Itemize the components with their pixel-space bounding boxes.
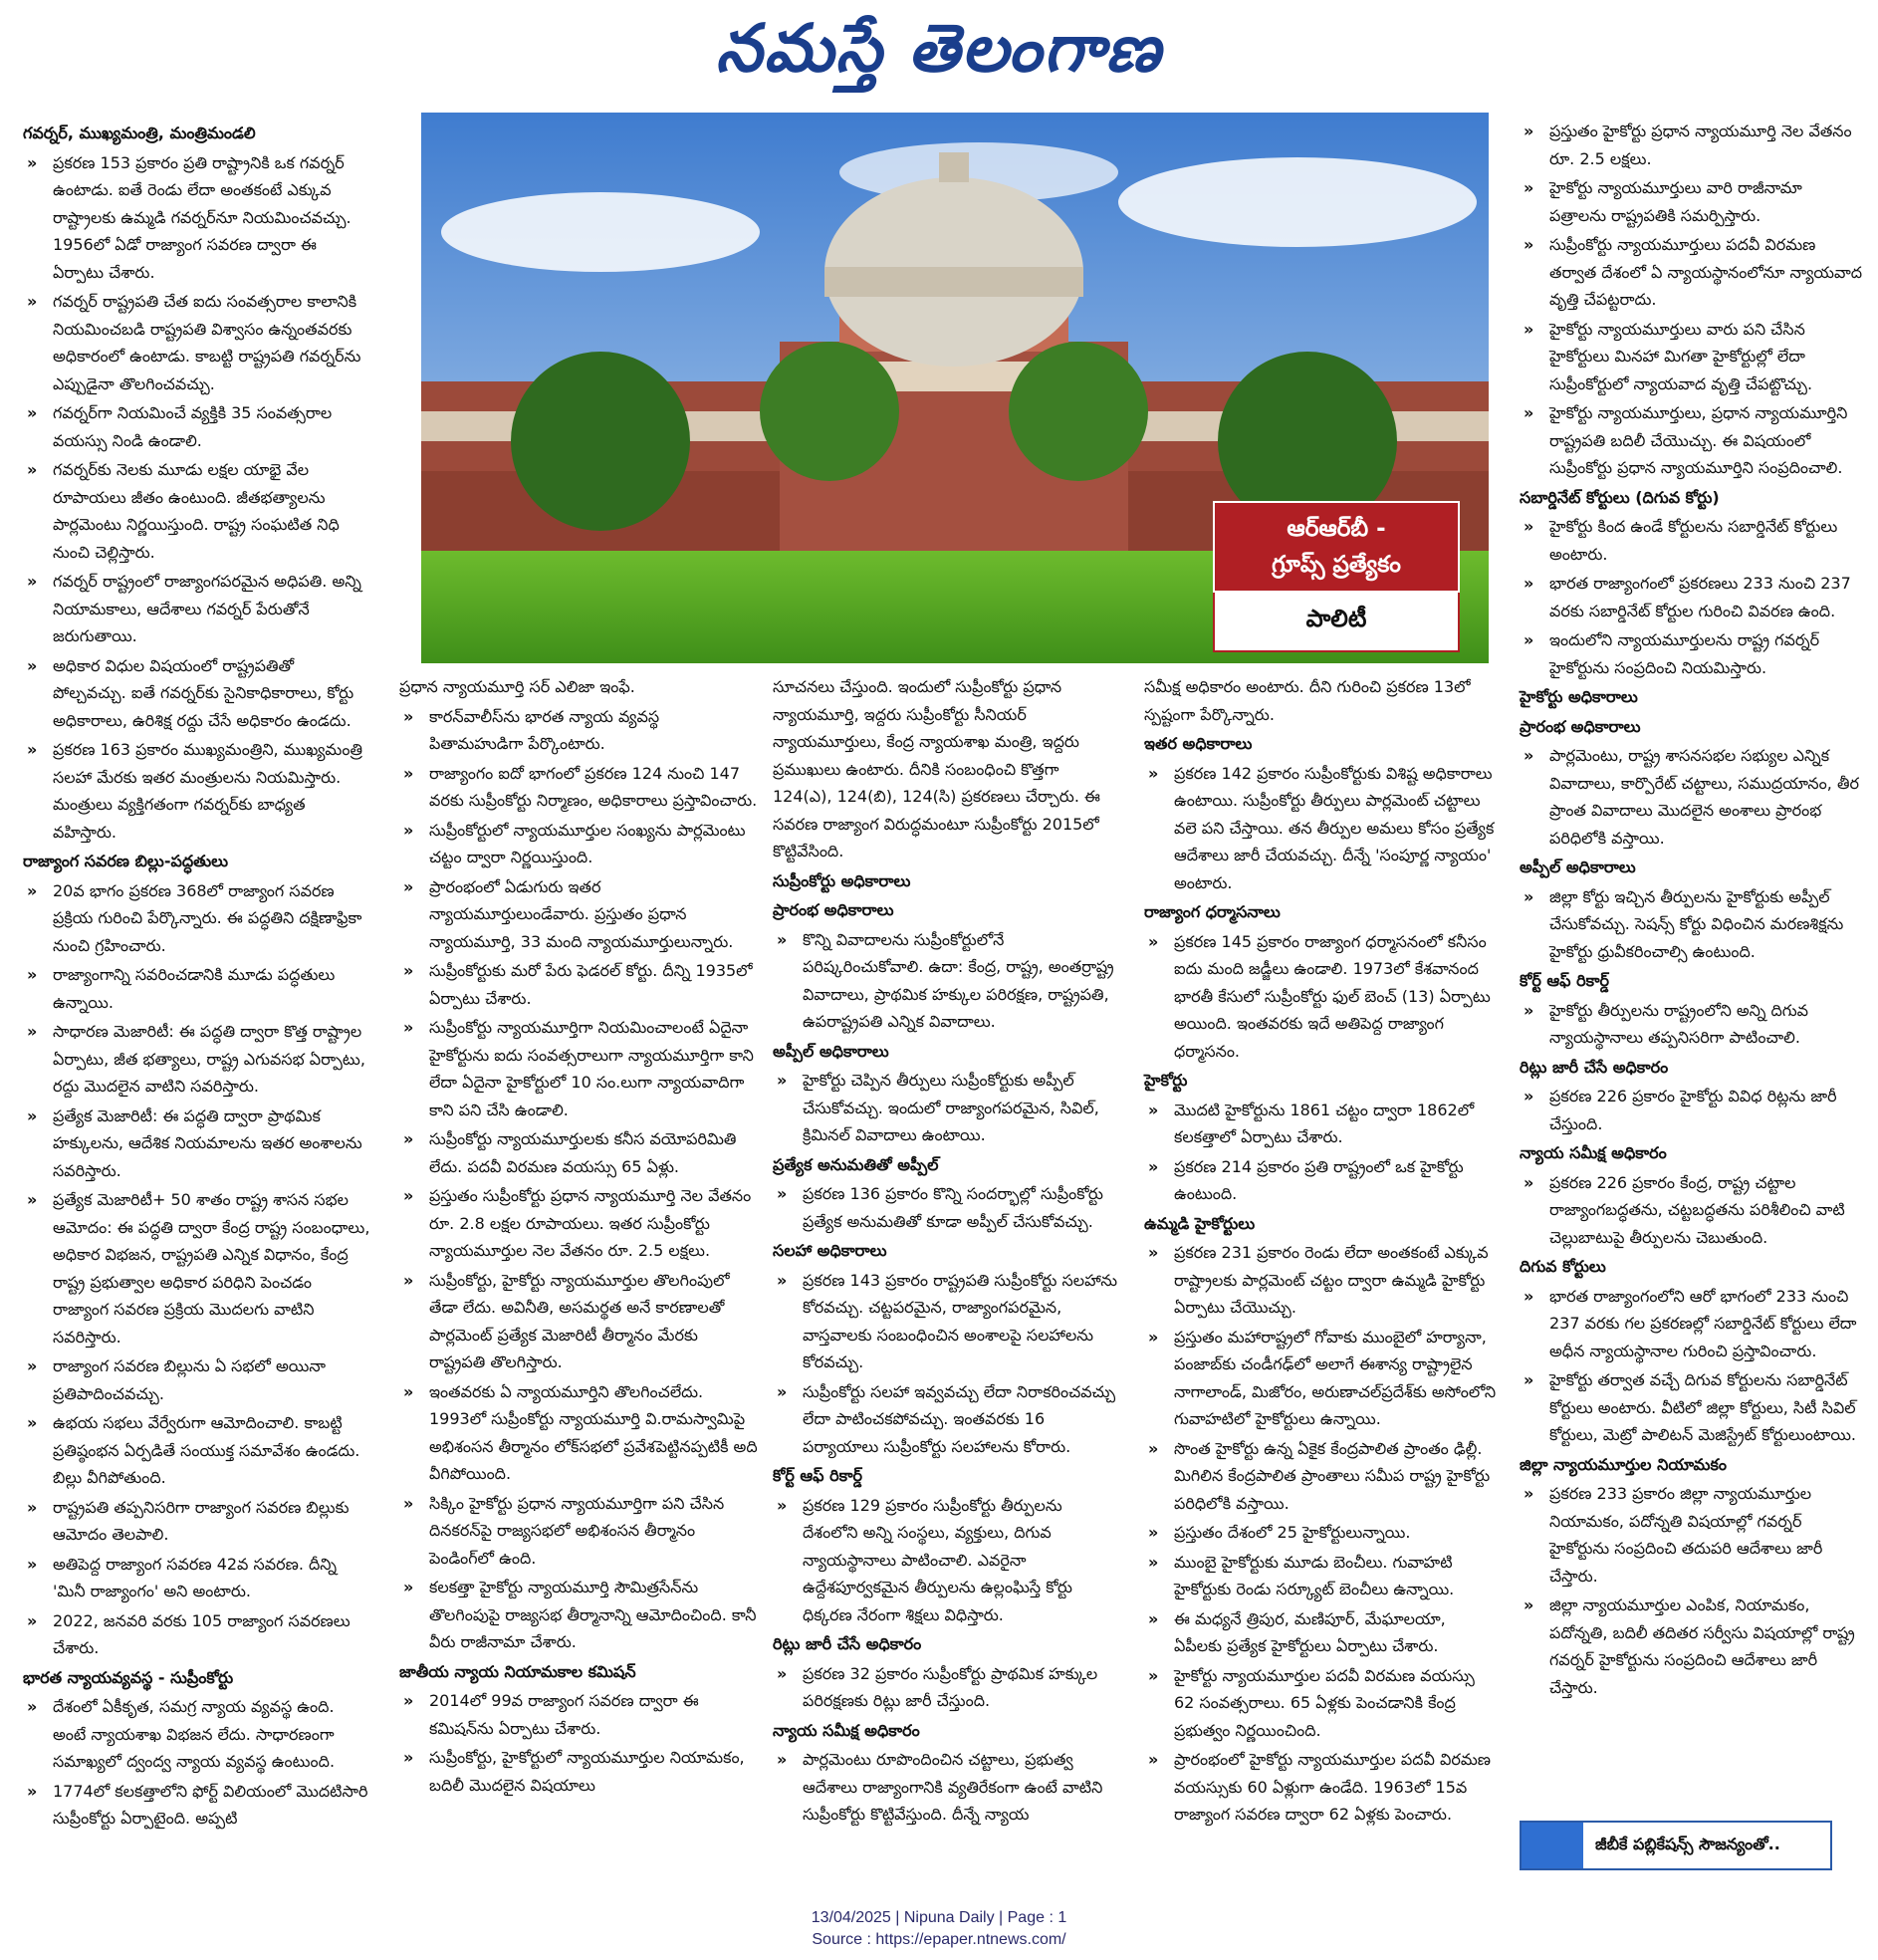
tag-line-1: ఆర్‌ఆర్‌బీ - bbox=[1287, 516, 1386, 542]
bullet-paragraph: » సాధారణ మెజారిటీ: ఈ పద్ధతి ద్వారా కొత్త రాష్ట్రాల ఏర్పాటు, జీత భత్యాలు, రాష్ట్ర ఎగువసభ ఏర్పాటు, రద్దు మొదలైన వాటిని సవరిస్తారు. bbox=[23, 1018, 371, 1101]
bullet-paragraph: » ఉభయ సభలు వేర్వేరుగా ఆమోదించాలి. కాబట్టి ప్రతిష్ఠంభన ఏర్పడితే సంయుక్త సమావేశం ఉండదు. బిల్లు వీగిపోతుంది. bbox=[23, 1409, 371, 1492]
bullet-paragraph: » జిల్లా కోర్టు ఇచ్చిన తీర్పులను హైకోర్టుకు అప్పీల్ చేసుకోవచ్చు. సెషన్స్ కోర్టు విధించిన మరణశిక్షను హైకోర్టు ధ్రువీకరించాల్సి ఉంటుంది. bbox=[1520, 883, 1863, 966]
section-tag bbox=[1213, 501, 1460, 652]
masthead-logo: నమస్తే తెలంగాణ bbox=[715, 10, 1163, 87]
footer-source-line: Source : https://epaper.ntnews.com/ bbox=[812, 1931, 1066, 1948]
bullet-paragraph: » హైకోర్టు న్యాయమూర్తులు వారు పని చేసిన హైకోర్టులు మినహా మిగతా హైకోర్టుల్లో లేదా సుప్రీంకోర్టులో న్యాయవాద వృత్తి చేపట్టొచ్చు. bbox=[1520, 316, 1863, 398]
bullet-paragraph: » భారత రాజ్యాంగంలోని ఆరో భాగంలో 233 నుంచి 237 వరకు గల ప్రకరణల్లో సబార్డినేట్ కోర్టులు లేదా అధీన న్యాయస్థానాల గురించి ప్రస్తావించారు. bbox=[1520, 1283, 1863, 1365]
bullet-paragraph: » గవర్నర్ రాష్ట్రంలో రాజ్యాంగపరమైన అధిపతి. అన్ని నియామకాలు, ఆదేశాలు గవర్నర్ పేరుతోనే జరుగుతాయి. bbox=[23, 568, 371, 650]
column-4 bbox=[1144, 673, 1498, 1831]
bullet-paragraph: » భారత రాజ్యాంగంలో ప్రకరణలు 233 నుంచి 237 వరకు సబార్డినేట్ కోర్టుల గురించి వివరణ ఉంది. bbox=[1520, 570, 1863, 624]
bullet-paragraph: » ప్రస్తుతం దేశంలో 25 హైకోర్టులున్నాయి. bbox=[1144, 1519, 1498, 1547]
section-heading: ప్రత్యేక అనుమతితో అప్పీల్ bbox=[773, 1154, 939, 1174]
bullet-paragraph: » సుప్రీంకోర్టులో న్యాయమూర్తుల సంఖ్యను పార్లమెంటు చట్టం ద్వారా నిర్ణయిస్తుంది. bbox=[399, 817, 758, 871]
bullet-paragraph: » సిక్కిం హైకోర్టు ప్రధాన న్యాయమూర్తిగా పని చేసిన దినకరన్‌పై రాజ్యసభలో అభిశంసన తీర్మానం పెండింగ్‌లో ఉంది. bbox=[399, 1490, 758, 1573]
bullet-paragraph: » 2022, జనవరి వరకు 105 రాజ్యాంగ సవరణలు చేశారు. bbox=[23, 1607, 371, 1662]
bullet-paragraph: » ప్రకరణ 142 ప్రకారం సుప్రీంకోర్టుకు విశిష్ట అధికారాలు ఉంటాయి. సుప్రీంకోర్టు తీర్పులు పార్లమెంట్ చట్టాలు వలె పని చేస్తాయి. తన తీర్పుల అమలు కోసం ప్రత్యేక ఆదేశాలు జారీ చేయవచ్చు. దీన్నే 'సంపూర్ణ న్యాయం' అంటారు. bbox=[1144, 760, 1498, 897]
bullet-paragraph: » జిల్లా న్యాయమూర్తుల ఎంపిక, నియామకం, పదోన్నతి, బదిలీ తదితర సర్వీసు విషయాల్లో రాష్ట్ర గవర్నర్ హైకోర్టును సంప్రదించి ఆదేశాలు జారీ చేస్తారు. bbox=[1520, 1592, 1863, 1701]
bullet-paragraph: » పార్లమెంటు, రాష్ట్ర శాసనసభల సభ్యుల ఎన్నిక వివాదాలు, కార్పొరేట్ చట్టాలు, సముద్రయానం, తీర ప్రాంత వివాదాలు మొదలైన అంశాలు ప్రారంభ పరిధిలోకి వస్తాయి. bbox=[1520, 742, 1863, 852]
bullet-paragraph: » సుప్రీంకోర్టు న్యాయమూర్తులకు కనీస వయోపరిమితి లేదు. పదవీ విరమణ వయస్సు 65 ఏళ్లు. bbox=[399, 1125, 758, 1180]
bullet-paragraph: » సుప్రీంకోర్టు సలహా ఇవ్వవచ్చు లేదా నిరాకరించవచ్చు లేదా పాటించకపోవచ్చు. ఇంతవరకు 16 పర్యాయాలు సుప్రీంకోర్టు సలహాలను కోరారు. bbox=[773, 1378, 1121, 1461]
column-5 bbox=[1520, 118, 1863, 1703]
tag-title bbox=[1213, 501, 1460, 593]
bullet-paragraph: » ఇంతవరకు ఏ న్యాయమూర్తిని తొలగించలేదు. 1993లో సుప్రీంకోర్టు న్యాయమూర్తి వి.రామస్వామిపై అభిశంసన తీర్మానం లోక్‌సభలో ప్రవేశపెట్టినప్పటికీ అది వీగిపోయింది. bbox=[399, 1378, 758, 1488]
bullet-paragraph: » ప్రకరణ 145 ప్రకారం రాజ్యాంగ ధర్మాసనంలో కనీసం ఐదు మంది జడ్జీలు ఉండాలి. 1973లో కేశవానంద భారతీ కేసులో సుప్రీంకోర్టు ఫుల్ బెంచ్ (13) ఏర్పాటు అయింది. ఇంతవరకు ఇదే అతిపెద్ద రాజ్యాంగ ధర్మాసనం. bbox=[1144, 928, 1498, 1066]
section-heading: హైకోర్టు bbox=[1144, 1071, 1188, 1090]
bullet-paragraph: » అధికార విధుల విషయంలో రాష్ట్రపతితో పోల్చవచ్చు. ఐతే గవర్నర్‌కు సైనికాధికారాలు, కోర్టు అధికారాలు, ఉరిశిక్ష రద్దు చేసే అధికారం ఉండదు. bbox=[23, 652, 371, 735]
bullet-paragraph: » ప్రస్తుతం హైకోర్టు ప్రధాన న్యాయమూర్తి నెల వేతనం రూ. 2.5 లక్షలు. bbox=[1520, 118, 1863, 172]
section-heading: రిట్లు జారీ చేసే అధికారం bbox=[773, 1634, 922, 1653]
bullet-paragraph: » సుప్రీంకోర్టు, హైకోర్టు న్యాయమూర్తుల తొలగింపులో తేడా లేదు. అవినీతి, అసమర్థత అనే కారణాలతో పార్లమెంట్ ప్రత్యేక మెజారిటీ తీర్మానం మేరకు రాష్ట్రపతి తొలగిస్తారు. bbox=[399, 1267, 758, 1376]
section-heading: జాతీయ న్యాయ నియామకాల కమిషన్ bbox=[399, 1661, 636, 1681]
bullet-paragraph: » గవర్నర్‌కు నెలకు మూడు లక్షల యాభై వేల రూపాయలు జీతం ఉంటుంది. జీతభత్యాలను పార్లమెంటు నిర్ణయిస్తుంది. రాష్ట్ర సంఘటిత నిధి నుంచి చెల్లిస్తారు. bbox=[23, 456, 371, 566]
section-heading: సబార్డినేట్ కోర్టులు (దిగువ కోర్టు) bbox=[1520, 487, 1720, 507]
bullet-paragraph: » సుప్రీంకోర్టు న్యాయమూర్తిగా నియమించాలంటే ఏదైనా హైకోర్టును ఐదు సంవత్సరాలుగా న్యాయమూర్తిగా కాని లేదా ఏదైనా హైకోర్టులో 10 సం.లుగా న్యాయవాదిగా కాని పని చేసి ఉండాలి. bbox=[399, 1014, 758, 1123]
paragraph: సూచనలు చేస్తుంది. ఇందులో సుప్రీంకోర్టు ప్రధాన న్యాయమూర్తి, ఇద్దరు సుప్రీంకోర్టు సీనియర్ న్యాయమూర్తులు, కేంద్ర న్యాయశాఖ మంత్రి, ఇద్దరు ప్రముఖులు ఉంటారు. దీనికి సంబంధించి కొత్తగా 124(ఎ), 124(బి), 124(సి) ప్రకరణలు చేర్చారు. ఈ సవరణ రాజ్యాంగ విరుద్ధమంటూ సుప్రీంకోర్టు 2015లో కొట్టివేసింది. bbox=[773, 677, 1100, 860]
credit-box bbox=[1520, 1821, 1832, 1870]
page-footer bbox=[0, 1907, 1878, 1951]
bullet-paragraph: » ప్రస్తుతం సుప్రీంకోర్టు ప్రధాన న్యాయమూర్తి నెల వేతనం రూ. 2.8 లక్షల రూపాయలు. ఇతర సుప్రీంకోర్టు న్యాయమూర్తుల నెల వేతనం రూ. 2.5 లక్షలు. bbox=[399, 1182, 758, 1265]
bullet-paragraph: » రాజ్యాంగం ఐదో భాగంలో ప్రకరణ 124 నుంచి 147 వరకు సుప్రీంకోర్టు నిర్మాణం, అధికారాలు ప్రస్తావించారు. bbox=[399, 760, 758, 815]
bullet-paragraph: » అతిపెద్ద రాజ్యాంగ సవరణ 42వ సవరణ. దీన్ని 'మినీ రాజ్యాంగం' అని అంటారు. bbox=[23, 1551, 371, 1605]
bullet-paragraph: » ప్రత్యేక మెజారిటీ: ఈ పద్ధతి ద్వారా ప్రాథమిక హక్కులను, ఆదేశిక నియమాలను ఇతర అంశాలను సవరిస్తారు. bbox=[23, 1102, 371, 1185]
bullet-paragraph: » ప్రారంభంలో హైకోర్టు న్యాయమూర్తుల పదవీ విరమణ వయస్సుకు 60 ఏళ్లుగా ఉండేది. 1963లో 15వ రాజ్యాంగ సవరణ ద్వారా 62 ఏళ్లకు పెంచారు. bbox=[1144, 1746, 1498, 1829]
bullet-paragraph: » హైకోర్టు న్యాయమూర్తుల పదవీ విరమణ వయస్సు 62 సంవత్సరాలు. 65 ఏళ్లకు పెంచడానికి కేంద్ర ప్రభుత్వం నిర్ణయించింది. bbox=[1144, 1662, 1498, 1745]
section-heading: కోర్ట్ ఆఫ్ రికార్డ్ bbox=[1520, 971, 1609, 990]
bullet-paragraph: » ప్రకరణ 226 ప్రకారం కేంద్ర, రాష్ట్ర చట్టాల రాజ్యాంగబద్ధతను, చట్టబద్ధతను పరిశీలించి వాటి చెల్లుబాటుపై తీర్పులను చెబుతుంది. bbox=[1520, 1169, 1863, 1252]
bullet-paragraph: » ప్రస్తుతం మహారాష్ట్రలో గోవాకు ముంబైలో హర్యానా, పంజాబ్‌కు చండీగఢ్‌లో అలాగే ఈశాన్య రాష్ట్రాలైన నాగాలాండ్, మిజోరం, అరుణాచల్‌ప్రదేశ్‌కు అసోంలోని గువాహటిలో హైకోర్టులు ఉన్నాయి. bbox=[1144, 1324, 1498, 1433]
bullet-paragraph: » ఈ మధ్యనే త్రిపుర, మణిపూర్, మేఘాలయా, ఏపీలకు ప్రత్యేక హైకోర్టులు ఏర్పాటు చేశారు. bbox=[1144, 1605, 1498, 1660]
bullet-paragraph: » గవర్నర్ రాష్ట్రపతి చేత ఐదు సంవత్సరాల కాలానికి నియమించబడి రాష్ట్రపతి విశ్వాసం ఉన్నంతవరకు అధికారంలో ఉంటాడు. కాబట్టి రాష్ట్రపతి గవర్నర్‌ను ఎప్పుడైనా తొలగించవచ్చు. bbox=[23, 288, 371, 397]
bullet-paragraph: » హైకోర్టు న్యాయమూర్తులు వారి రాజీనామా పత్రాలను రాష్ట్రపతికి సమర్పిస్తారు. bbox=[1520, 174, 1863, 229]
bullet-paragraph: » రాజ్యాంగ సవరణ బిల్లును ఏ సభలో అయినా ప్రతిపాదించవచ్చు. bbox=[23, 1352, 371, 1407]
section-heading: న్యాయ సమీక్ష అధికారం bbox=[1520, 1143, 1667, 1162]
paragraph: సమీక్ష అధికారం అంటారు. దీని గురించి ప్రకరణ 13లో స్పష్టంగా పేర్కొన్నారు. bbox=[1144, 677, 1471, 724]
bullet-paragraph: » పార్లమెంటు రూపొందించిన చట్టాలు, ప్రభుత్వ ఆదేశాలు రాజ్యాంగానికి వ్యతిరేకంగా ఉంటే వాటిని సుప్రీంకోర్టు కొట్టివేస్తుంది. దీన్నే న్యాయ bbox=[773, 1746, 1121, 1829]
bullet-paragraph: » రాష్ట్రపతి తప్పనిసరిగా రాజ్యాంగ సవరణ బిల్లుకు ఆమోదం తెలపాలి. bbox=[23, 1494, 371, 1549]
bullet-paragraph: » 20వ భాగం ప్రకరణ 368లో రాజ్యాంగ సవరణ ప్రక్రియ గురించి పేర్కొన్నారు. ఈ పద్ధతిని దక్షిణాఫ్రికా నుంచి గ్రహించారు. bbox=[23, 877, 371, 960]
tag-subject: పాలిటీ bbox=[1213, 593, 1460, 652]
bullet-paragraph: » సుప్రీంకోర్టు న్యాయమూర్తులు పదవీ విరమణ తర్వాత దేశంలో ఏ న్యాయస్థానంలోనూ న్యాయవాద వృత్తి చేపట్టరాదు. bbox=[1520, 231, 1863, 314]
credit-text: జీబీకే పబ్లికేషన్స్ సౌజన్యంతో.. bbox=[1595, 1834, 1780, 1853]
section-heading: సలహా అధికారాలు bbox=[773, 1241, 887, 1260]
section-heading: రాజ్యాంగ సవరణ బిల్లు-పద్ధతులు bbox=[23, 852, 228, 870]
column-1 bbox=[23, 118, 371, 1835]
section-heading: ప్రారంభ అధికారాలు bbox=[773, 900, 894, 919]
bullet-paragraph: » ప్రకరణ 153 ప్రకారం ప్రతి రాష్ట్రానికి ఒక గవర్నర్ ఉంటాడు. ఐతే రెండు లేదా అంతకంటే ఎక్కువ రాష్ట్రాలకు ఉమ్మడి గవర్నర్‌నూ నియమించవచ్చు. 1956లో ఏడో రాజ్యాంగ సవరణ ద్వారా ఈ ఏర్పాటు చేశారు. bbox=[23, 149, 371, 287]
bullet-paragraph: » ప్రకరణ 32 ప్రకారం సుప్రీంకోర్టు ప్రాథమిక హక్కుల పరిరక్షణకు రిట్లు జారీ చేస్తుంది. bbox=[773, 1660, 1121, 1715]
bullet-paragraph: » కలకత్తా హైకోర్టు న్యాయమూర్తి సౌమిత్రసేన్‌ను తొలగింపుపై రాజ్యసభ తీర్మానాన్ని ఆమోదించింది. కానీ వీరు రాజీనామా చేశారు. bbox=[399, 1574, 758, 1656]
bullet-paragraph: » సుప్రీంకోర్టు, హైకోర్టులో న్యాయమూర్తుల నియామకం, బదిలీ మొదలైన విషయాలు bbox=[399, 1744, 758, 1799]
footer-date-line: 13/04/2025 | Nipuna Daily | Page : 1 bbox=[811, 1909, 1067, 1926]
bullet-paragraph: » సుప్రీంకోర్టుకు మరో పేరు ఫెడరల్ కోర్టు. దీన్ని 1935లో ఏర్పాటు చేశారు. bbox=[399, 957, 758, 1012]
bullet-paragraph: » హైకోర్టు న్యాయమూర్తులు, ప్రధాన న్యాయమూర్తిని రాష్ట్రపతి బదిలీ చేయొచ్చు. ఈ విషయంలో సుప్రీంకోర్టు ప్రధాన న్యాయమూర్తిని సంప్రదించాలి. bbox=[1520, 399, 1863, 482]
section-heading: దిగువ కోర్టులు bbox=[1520, 1257, 1606, 1276]
paragraph: ప్రధాన న్యాయమూర్తి సర్ ఎలిజా ఇంఫే. bbox=[399, 677, 635, 696]
section-heading: రాజ్యాంగ ధర్మాసనాలు bbox=[1144, 902, 1281, 921]
section-heading: కోర్ట్ ఆఫ్ రికార్డ్ bbox=[773, 1466, 862, 1485]
section-heading: గవర్నర్, ముఖ్యమంత్రి, మంత్రిమండలి bbox=[23, 123, 256, 142]
column-3 bbox=[773, 673, 1121, 1831]
bullet-paragraph: » ప్రత్యేక మెజారిటీ+ 50 శాతం రాష్ట్ర శాసన సభల ఆమోదం: ఈ పద్ధతి ద్వారా కేంద్ర రాష్ట్ర సంబంధాలు, అధికార విభజన, రాష్ట్రపతి ఎన్నిక విధానం, కేంద్ర రాష్ట్ర ప్రభుత్వాల అధికార పరిధిని పెంచడం రాజ్యాంగ సవరణ ప్రక్రియ మొదలగు వాటిని సవరిస్తారు. bbox=[23, 1186, 371, 1350]
bullet-paragraph: » హైకోర్టు తీర్పులను రాష్ట్రంలోని అన్ని దిగువ న్యాయస్థానాలు తప్పనిసరిగా పాటించాలి. bbox=[1520, 997, 1863, 1052]
bullet-paragraph: » ప్రకరణ 163 ప్రకారం ముఖ్యమంత్రిని, ముఖ్యమంత్రి సలహా మేరకు ఇతర మంత్రులను నియమిస్తారు. మంత్రులు వ్యక్తిగతంగా గవర్నర్‌కు బాధ్యత వహిస్తారు. bbox=[23, 736, 371, 846]
bullet-paragraph: » ప్రారంభంలో ఏడుగురు ఇతర న్యాయమూర్తులుండేవారు. ప్రస్తుతం ప్రధాన న్యాయమూర్తి, 33 మంది న్యాయమూర్తులున్నారు. bbox=[399, 873, 758, 956]
bullet-paragraph: » ప్రకరణ 136 ప్రకారం కొన్ని సందర్భాల్లో సుప్రీంకోర్టు ప్రత్యేక అనుమతితో కూడా అప్పీల్ చేసుకోవచ్చు. bbox=[773, 1180, 1121, 1235]
section-heading: ఇతర అధికారాలు bbox=[1144, 734, 1253, 753]
bullet-paragraph: » మొదటి హైకోర్టును 1861 చట్టం ద్వారా 1862లో కలకత్తాలో ఏర్పాటు చేశారు. bbox=[1144, 1097, 1498, 1151]
credit-square-icon bbox=[1522, 1823, 1583, 1868]
bullet-paragraph: » ప్రకరణ 231 ప్రకారం రెండు లేదా అంతకంటే ఎక్కువ రాష్ట్రాలకు పార్లమెంట్ చట్టం ద్వారా ఉమ్మడి హైకోర్టు ఏర్పాటు చేయొచ్చు. bbox=[1144, 1239, 1498, 1322]
section-heading: జిల్లా న్యాయమూర్తుల నియామకం bbox=[1520, 1454, 1727, 1474]
bullet-paragraph: » హైకోర్టు తర్వాత వచ్చే దిగువ కోర్టులను సబార్డినేట్ కోర్టులు అంటారు. వీటిలో జిల్లా కోర్టులు, సిటీ సివిల్ కోర్టులు, మెట్రో పాలిటన్ మెజిస్ట్రేట్ కోర్టులుంటాయి. bbox=[1520, 1366, 1863, 1449]
section-heading: న్యాయ సమీక్ష అధికారం bbox=[773, 1720, 920, 1740]
bullet-paragraph: » దేశంలో ఏకీకృత, సమగ్ర న్యాయ వ్యవస్థ ఉంది. అంటే న్యాయశాఖ విభజన లేదు. సాధారణంగా సమాఖ్యలో ద్వంద్వ న్యాయ వ్యవస్థ ఉంటుంది. bbox=[23, 1693, 371, 1776]
bullet-paragraph: » ప్రకరణ 226 ప్రకారం హైకోర్టు వివిధ రిట్లను జారీ చేస్తుంది. bbox=[1520, 1083, 1863, 1137]
bullet-paragraph: » కారన్‌వాలీస్‌ను భారత న్యాయ వ్యవస్థ పితామహుడిగా పేర్కొంటారు. bbox=[399, 703, 758, 758]
tag-line-2: గ్రూప్స్ ప్రత్యేకం bbox=[1272, 552, 1401, 578]
section-heading: భారత న్యాయవ్యవస్థ - సుప్రీంకోర్టు bbox=[23, 1667, 234, 1687]
bullet-paragraph: » ప్రకరణ 233 ప్రకారం జిల్లా న్యాయమూర్తుల నియామకం, పదోన్నతి విషయాల్లో గవర్నర్ హైకోర్టును సంప్రదించి తదుపరి ఆదేశాలు జారీ చేస్తారు. bbox=[1520, 1480, 1863, 1590]
section-heading: హైకోర్టు అధికారాలు bbox=[1520, 687, 1638, 706]
bullet-paragraph: » ప్రకరణ 129 ప్రకారం సుప్రీంకోర్టు తీర్పులను దేశంలోని అన్ని సంస్థలు, వ్యక్తులు, దిగువ న్యాయస్థానాలు పాటించాలి. ఎవరైనా ఉద్దేశపూర్వకమైన తీర్పులను ఉల్లంఘిస్తే కోర్టు ధిక్కరణ నేరంగా శిక్షలు విధిస్తారు. bbox=[773, 1492, 1121, 1629]
section-heading: అప్పీల్ అధికారాలు bbox=[1520, 858, 1636, 876]
bullet-paragraph: » ప్రకరణ 214 ప్రకారం ప్రతి రాష్ట్రంలో ఒక హైకోర్టు ఉంటుంది. bbox=[1144, 1153, 1498, 1208]
section-heading: రిట్లు జారీ చేసే అధికారం bbox=[1520, 1057, 1669, 1077]
bullet-paragraph: » రాజ్యాంగాన్ని సవరించడానికి మూడు పద్ధతులు ఉన్నాయి. bbox=[23, 961, 371, 1016]
bullet-paragraph: » సొంత హైకోర్టు ఉన్న ఏకైక కేంద్రపాలిత ప్రాంతం ఢిల్లీ. మిగిలిన కేంద్రపాలిత ప్రాంతాలు సమీప రాష్ట్ర హైకోర్టు పరిధిలోకి వస్తాయి. bbox=[1144, 1435, 1498, 1518]
section-heading: ప్రారంభ అధికారాలు bbox=[1520, 716, 1641, 736]
bullet-paragraph: » హైకోర్టు చెప్పిన తీర్పులు సుప్రీంకోర్టుకు అప్పీల్ చేసుకోవచ్చు. ఇందులో రాజ్యాంగపరమైన, సివిల్, క్రిమినల్ వివాదాలు ఉంటాయి. bbox=[773, 1067, 1121, 1149]
bullet-paragraph: » 2014లో 99వ రాజ్యాంగ సవరణ ద్వారా ఈ కమిషన్‌ను ఏర్పాటు చేశారు. bbox=[399, 1687, 758, 1742]
bullet-paragraph: » హైకోర్టు కింద ఉండే కోర్టులను సబార్డినేట్ కోర్టులు అంటారు. bbox=[1520, 513, 1863, 568]
bullet-paragraph: » ముంబై హైకోర్టుకు మూడు బెంచీలు. గువాహటి హైకోర్టుకు రెండు సర్క్యూట్ బెంచీలు ఉన్నాయి. bbox=[1144, 1549, 1498, 1603]
bullet-paragraph: » ఇందులోని న్యాయమూర్తులను రాష్ట్ర గవర్నర్ హైకోర్టును సంప్రదించి నియమిస్తారు. bbox=[1520, 626, 1863, 681]
section-heading: సుప్రీంకోర్టు అధికారాలు bbox=[773, 870, 911, 890]
bullet-paragraph: » గవర్నర్‌గా నియమించే వ్యక్తికి 35 సంవత్సరాల వయస్సు నిండి ఉండాలి. bbox=[23, 399, 371, 454]
section-heading: ఉమ్మడి హైకోర్టులు bbox=[1144, 1213, 1256, 1233]
bullet-paragraph: » ప్రకరణ 143 ప్రకారం రాష్ట్రపతి సుప్రీంకోర్టు సలహాను కోరవచ్చు. చట్టపరమైన, రాజ్యాంగపరమైన, వాస్తవాలకు సంబంధించిన అంశాలపై సలహాలను కోరవచ్చు. bbox=[773, 1267, 1121, 1376]
column-2 bbox=[399, 673, 758, 1801]
bullet-paragraph: » కొన్ని వివాదాలను సుప్రీంకోర్టులోనే పరిష్కరించుకోవాలి. ఉదా: కేంద్ర, రాష్ట్ర, అంతర్రాష్ట్ర వివాదాలు, ప్రాథమిక హక్కుల పరిరక్షణ, రాష్ట్రపతి, ఉపరాష్ట్రపతి ఎన్నిక వివాదాలు. bbox=[773, 926, 1121, 1036]
bullet-paragraph: » 1774లో కలకత్తాలోని ఫోర్ట్ విలియంలో మొదటిసారి సుప్రీంకోర్టు ఏర్పాటైంది. అప్పటి bbox=[23, 1778, 371, 1833]
section-heading: అప్పీల్ అధికారాలు bbox=[773, 1041, 889, 1061]
